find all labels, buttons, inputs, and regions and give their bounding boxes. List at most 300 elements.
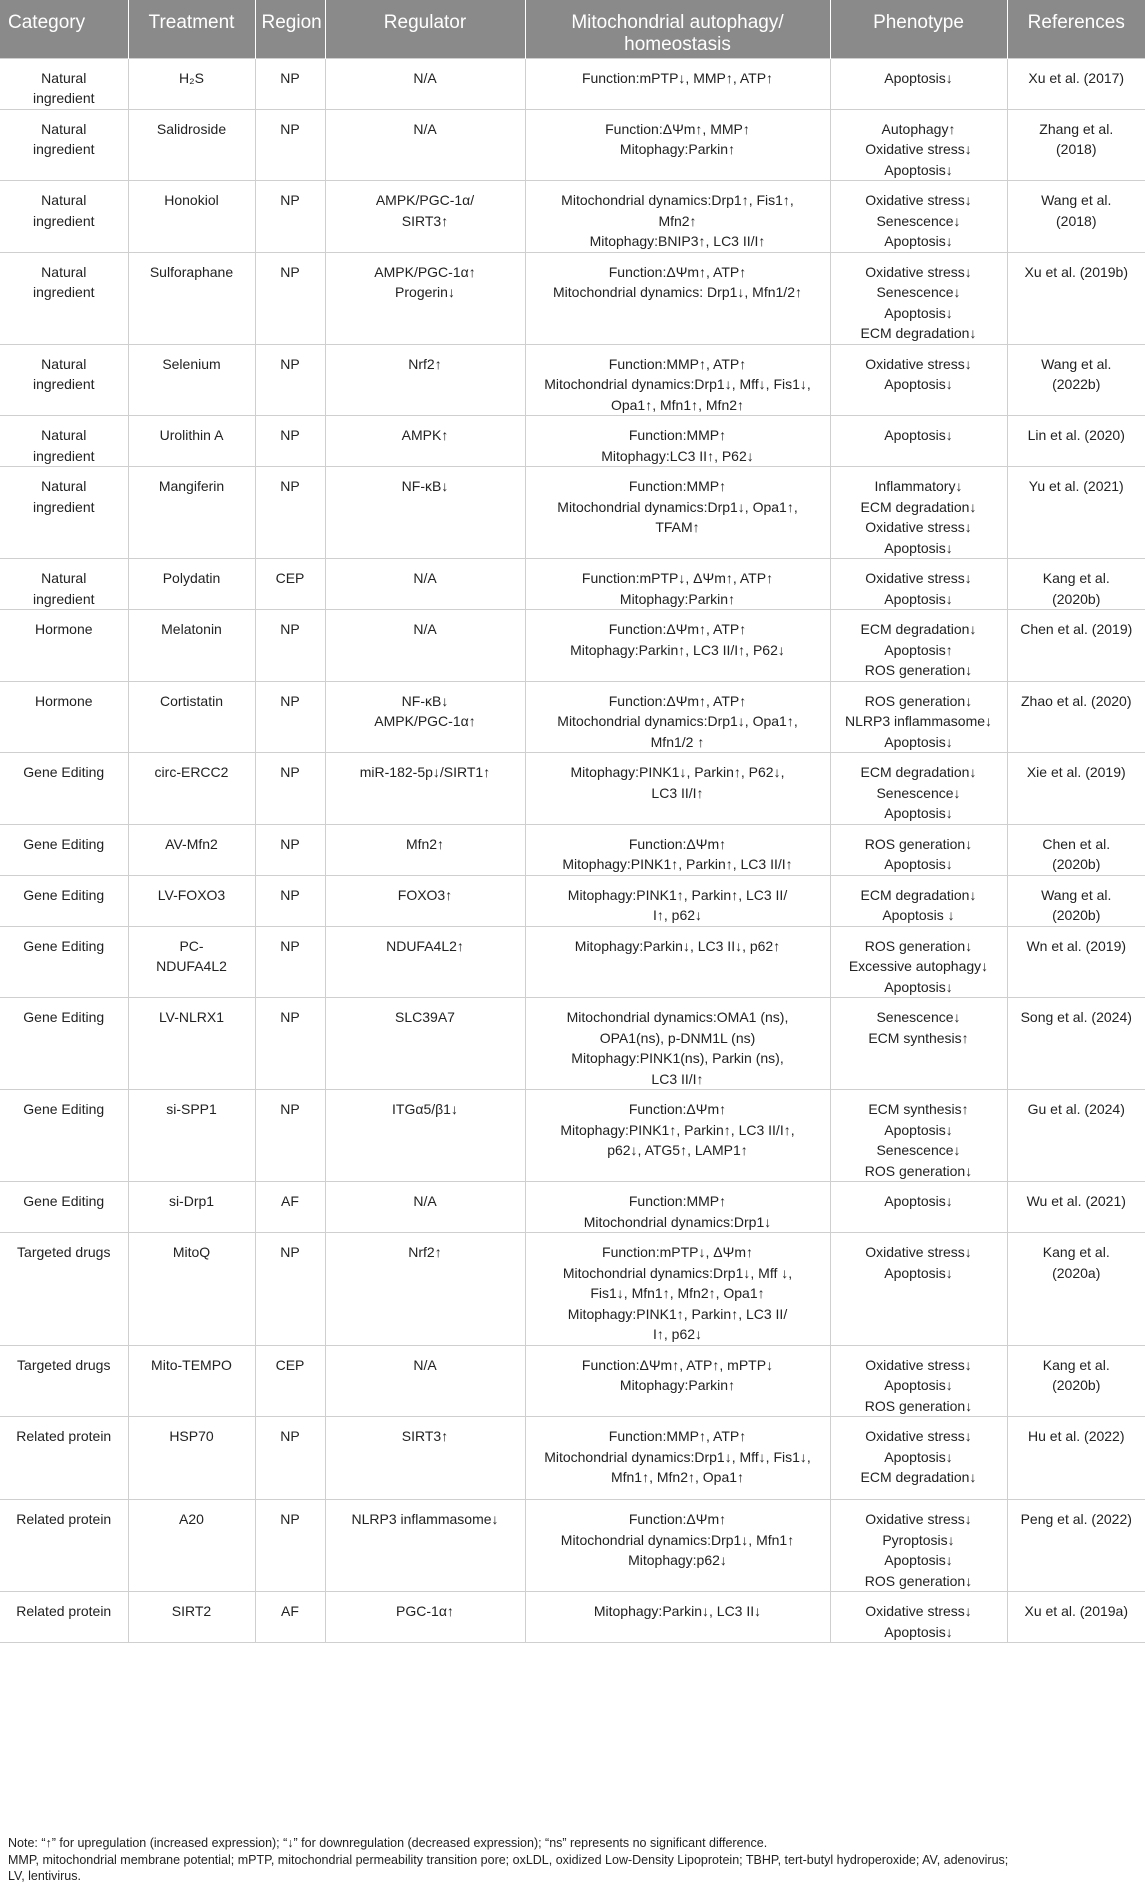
cell-line: N/A <box>413 1193 437 1209</box>
cell-line: NP <box>280 886 300 903</box>
cell-mito <box>525 416 830 467</box>
cell-category <box>0 1500 128 1592</box>
cell-line: Kang et al. <box>1042 1244 1110 1260</box>
cell-regulator <box>325 610 525 682</box>
cell-references <box>1007 467 1145 559</box>
cell-line: Hu et al. (2022) <box>1028 1428 1125 1444</box>
cell-references <box>1007 998 1145 1090</box>
cell-line: NP <box>280 478 300 494</box>
cell-line: N/A <box>413 570 437 586</box>
cell-phenotype <box>830 1233 1007 1346</box>
cell-line: I↑, p62↓ <box>652 1326 703 1342</box>
cell-line: Apoptosis↓ <box>884 1448 953 1465</box>
cell-line: AMPK/PGC-1α/ <box>375 192 475 208</box>
cell-mito <box>525 610 830 682</box>
cell-line: ingredient <box>33 284 95 300</box>
cell-references <box>1007 252 1145 344</box>
cell-references <box>1007 875 1145 926</box>
cell-line: Apoptosis↓ <box>884 1552 953 1568</box>
cell-line: ingredient <box>33 376 95 392</box>
cell-line: HSP70 <box>169 1428 214 1444</box>
header-category: Category <box>0 0 128 58</box>
cell-line: Apoptosis↓ <box>884 1264 953 1281</box>
cell-line: Chen et al. (2019) <box>1020 621 1133 637</box>
cell-region <box>255 58 325 109</box>
table-row <box>0 559 1145 610</box>
cell-mito <box>525 1345 830 1417</box>
cell-line: Xie et al. (2019) <box>1026 764 1126 780</box>
cell-region <box>255 109 325 181</box>
cell-line: Melatonin <box>161 621 222 637</box>
cell-regulator <box>325 998 525 1090</box>
cell-category <box>0 753 128 825</box>
cell-line: Wang et al. <box>1041 192 1112 208</box>
cell-phenotype <box>830 926 1007 998</box>
cell-line: Apoptosis↓ <box>884 733 953 750</box>
cell-line: Oxidative stress↓ <box>865 192 972 208</box>
cell-treatment <box>128 875 255 926</box>
cell-mito <box>525 1233 830 1346</box>
cell-line: Progerin↓ <box>395 284 455 300</box>
cell-line: NF-κB↓ <box>401 478 449 494</box>
cell-category <box>0 1345 128 1417</box>
table-row <box>0 58 1145 109</box>
cell-mito <box>525 252 830 344</box>
cell-line: Chen et al. <box>1042 835 1111 852</box>
cell-line: Mitochondrial dynamics:Drp1↓, Mff↓, Fis1↓, <box>544 1448 811 1465</box>
cell-line: Related protein <box>16 1603 112 1619</box>
cell-line: Senescence↓ <box>876 212 961 229</box>
cell-category <box>0 1417 128 1500</box>
cell-line: TFAM↑ <box>655 519 700 535</box>
cell-line: Oxidative stress↓ <box>865 1603 972 1619</box>
cell-phenotype <box>830 467 1007 559</box>
cell-phenotype <box>830 344 1007 416</box>
cell-regulator <box>325 926 525 998</box>
cell-line: NP <box>280 1101 300 1117</box>
cell-line: Natural <box>41 478 87 494</box>
cell-regulator <box>325 1345 525 1417</box>
cell-line: Mfn2↑ <box>658 212 697 229</box>
cell-category <box>0 1233 128 1346</box>
cell-line: ingredient <box>33 498 95 515</box>
cell-line: Mitophagy:Parkin↑ <box>619 1377 736 1393</box>
cell-category <box>0 252 128 344</box>
header-phenotype: Phenotype <box>830 0 1007 58</box>
cell-regulator <box>325 58 525 109</box>
cell-line: ECM degradation↓ <box>860 886 977 903</box>
cell-phenotype <box>830 610 1007 682</box>
table-notes <box>8 1835 1138 1885</box>
cell-line: Function:ΔΨm↑, ATP↑ <box>608 621 747 637</box>
cell-regulator <box>325 109 525 181</box>
cell-line: Wang et al. <box>1041 886 1112 903</box>
cell-regulator <box>325 1090 525 1182</box>
cell-line: Mfn1/2 ↑ <box>650 733 705 750</box>
cell-line: N/A <box>413 621 437 637</box>
cell-phenotype <box>830 1592 1007 1643</box>
cell-line: NP <box>280 692 300 709</box>
cell-line: miR-182-5p↓/SIRT1↑ <box>359 764 491 780</box>
cell-line: NP <box>280 764 300 780</box>
cell-category <box>0 58 128 109</box>
cell-regulator <box>325 344 525 416</box>
cell-line: Senescence↓ <box>876 784 961 801</box>
cell-mito <box>525 109 830 181</box>
cell-category <box>0 344 128 416</box>
cell-region <box>255 1182 325 1233</box>
cell-line: Zhao et al. (2020) <box>1020 692 1132 709</box>
cell-line: Function:MMP↑ <box>628 427 727 443</box>
cell-line: LC3 II/I↑ <box>651 1070 704 1087</box>
cell-regulator <box>325 467 525 559</box>
cell-line: Oxidative stress↓ <box>865 263 972 280</box>
cell-line: Mitophagy:Parkin↓, LC3 II↓, p62↑ <box>574 937 781 954</box>
cell-line: (2018) <box>1056 141 1097 157</box>
cell-line: Kang et al. <box>1042 1356 1110 1373</box>
cell-line: ingredient <box>33 590 95 607</box>
cell-phenotype <box>830 824 1007 875</box>
cell-phenotype <box>830 109 1007 181</box>
cell-line: Gene Editing <box>23 1101 105 1117</box>
cell-line: SIRT2 <box>171 1603 212 1619</box>
table-row <box>0 416 1145 467</box>
cell-line: A20 <box>179 1511 204 1527</box>
cell-line: Mitophagy:PINK1↓, Parkin↑, P62↓, <box>570 764 785 780</box>
cell-regulator <box>325 1592 525 1643</box>
cell-category <box>0 1090 128 1182</box>
cell-line: NDUFA4L2↑ <box>386 937 464 954</box>
cell-line: NP <box>280 1009 300 1025</box>
table-row <box>0 1417 1145 1500</box>
cell-line: Apoptosis↓ <box>884 590 953 607</box>
cell-line: (2020b) <box>1052 590 1101 607</box>
cell-line: Natural <box>41 355 87 372</box>
cell-line: H₂S <box>179 69 204 86</box>
cell-mito <box>525 181 830 253</box>
cell-line: Function:MMP↑ <box>628 478 727 494</box>
cell-line: Mitophagy:Parkin↑ <box>619 590 736 607</box>
cell-line: ECM degradation↓ <box>860 1469 977 1485</box>
cell-line: ROS generation↓ <box>864 937 973 954</box>
cell-line: Mitophagy:PINK1↑, Parkin↑, LC3 II/I↑, <box>560 1121 795 1138</box>
cell-references <box>1007 1090 1145 1182</box>
cell-line: Function:ΔΨm↑ <box>628 1511 727 1527</box>
cell-line: NP <box>280 355 300 372</box>
cell-category <box>0 1182 128 1233</box>
table-row <box>0 681 1145 753</box>
cell-line: AMPK/PGC-1α↑ <box>374 713 476 729</box>
table-row <box>0 926 1145 998</box>
cell-line: Hormone <box>34 621 93 637</box>
cell-line: N/A <box>413 69 437 86</box>
cell-line: Targeted drugs <box>17 1244 111 1260</box>
cell-mito <box>525 998 830 1090</box>
cell-line: Apoptosis↑ <box>884 641 953 658</box>
cell-line: Peng et al. (2022) <box>1020 1511 1132 1527</box>
cell-line: ROS generation↓ <box>864 835 973 852</box>
cell-line: (2020b) <box>1052 856 1101 872</box>
cell-references <box>1007 610 1145 682</box>
cell-line: NP <box>280 427 300 443</box>
cell-line: NP <box>280 1428 300 1444</box>
cell-line: Mitophagy:PINK1↑, Parkin↑, LC3 II/I↑ <box>562 856 793 872</box>
cell-regulator <box>325 181 525 253</box>
cell-line: LC3 II/I↑ <box>651 784 704 801</box>
cell-line: Apoptosis↓ <box>884 1377 953 1393</box>
table-row <box>0 1500 1145 1592</box>
cell-line: (2022b) <box>1052 376 1101 392</box>
header-references: References <box>1007 0 1145 58</box>
cell-line: Function:ΔΨm↑, ATP↑ <box>608 263 747 280</box>
cell-line: AF <box>281 1193 299 1209</box>
cell-regulator <box>325 753 525 825</box>
cell-region <box>255 1345 325 1417</box>
cell-category <box>0 559 128 610</box>
cell-mito <box>525 58 830 109</box>
cell-region <box>255 875 325 926</box>
cell-treatment <box>128 1182 255 1233</box>
cell-line: Wn et al. (2019) <box>1026 937 1127 954</box>
cell-references <box>1007 1345 1145 1417</box>
cell-line: NF-κB↓ <box>401 692 449 709</box>
cell-treatment <box>128 416 255 467</box>
cell-line: OPA1(ns), p-DNM1L (ns) <box>599 1029 756 1046</box>
cell-phenotype <box>830 181 1007 253</box>
cell-line: Oxidative stress↓ <box>865 1428 972 1444</box>
cell-line: si-SPP1 <box>166 1101 217 1117</box>
cell-line: ingredient <box>33 141 95 157</box>
cell-line: Autophagy↑ <box>881 120 956 137</box>
cell-mito <box>525 1592 830 1643</box>
cell-line: Function:MMP↑ <box>628 1193 727 1209</box>
cell-region <box>255 1592 325 1643</box>
cell-line: Mitochondrial dynamics:Drp1↓, Opa1↑, <box>557 713 798 729</box>
cell-line: Function:ΔΨm↑ <box>628 835 727 852</box>
cell-line: Song et al. (2024) <box>1020 1009 1132 1025</box>
cell-line: Natural <box>41 263 87 280</box>
cell-region <box>255 416 325 467</box>
cell-line: Function:mPTP↓, ΔΨm↑ <box>602 1244 753 1260</box>
cell-treatment <box>128 1233 255 1346</box>
cell-references <box>1007 1592 1145 1643</box>
cell-line: Mitophagy:p62↓ <box>628 1552 727 1568</box>
cell-treatment <box>128 1090 255 1182</box>
table-row <box>0 875 1145 926</box>
cell-line: N/A <box>413 1356 437 1373</box>
cell-line: (2020b) <box>1052 907 1101 923</box>
cell-category <box>0 467 128 559</box>
table-row <box>0 252 1145 344</box>
cell-line: Hormone <box>34 692 93 709</box>
cell-treatment <box>128 467 255 559</box>
table-row <box>0 1182 1145 1233</box>
cell-references <box>1007 1182 1145 1233</box>
header-mito <box>525 0 830 58</box>
header-treatment: Treatment <box>128 0 255 58</box>
cell-category <box>0 416 128 467</box>
cell-line: Mitophagy:Parkin↑, LC3 II/I↑, P62↓ <box>570 641 785 658</box>
cell-line: Fis1↓, Mfn1↑, Mfn2↑, Opa1↑ <box>590 1285 765 1301</box>
cell-line: ECM synthesis↑ <box>868 1029 969 1046</box>
cell-region <box>255 753 325 825</box>
cell-line: Senescence↓ <box>876 284 961 300</box>
cell-references <box>1007 559 1145 610</box>
cell-line: Opa1↑, Mfn1↑, Mfn2↑ <box>610 396 745 413</box>
cell-line: Apoptosis↓ <box>884 856 953 872</box>
cell-mito <box>525 681 830 753</box>
cell-phenotype <box>830 58 1007 109</box>
table-row <box>0 998 1145 1090</box>
cell-line: ROS generation↓ <box>864 1397 973 1414</box>
note-line: Note: “↑” for upregulation (increased expression); “↓” for downregulation (decreased expression); “ns” represents no significant difference. <box>8 1836 768 1850</box>
cell-region <box>255 610 325 682</box>
cell-regulator <box>325 1500 525 1592</box>
cell-phenotype <box>830 1345 1007 1417</box>
cell-treatment <box>128 252 255 344</box>
cell-line: Oxidative stress↓ <box>865 355 972 372</box>
cell-line: Senescence↓ <box>876 1009 961 1025</box>
cell-line: Pyroptosis↓ <box>882 1531 955 1548</box>
cell-references <box>1007 344 1145 416</box>
table-body <box>0 58 1145 1643</box>
cell-line: Oxidative stress↓ <box>865 1356 972 1373</box>
cell-regulator <box>325 824 525 875</box>
cell-line: Mitochondrial dynamics:Drp1↓, Mff ↓, <box>562 1264 793 1281</box>
cell-line: ECM synthesis↑ <box>868 1101 969 1117</box>
cell-line: FOXO3↑ <box>397 886 453 903</box>
cell-line: Sulforaphane <box>149 263 234 280</box>
cell-line: AMPK↑ <box>401 427 449 443</box>
cell-mito <box>525 467 830 559</box>
cell-line: Apoptosis↓ <box>884 427 953 443</box>
cell-line: (2020b) <box>1052 1377 1101 1393</box>
cell-line: PC- <box>179 937 204 954</box>
cell-line: NP <box>280 192 300 208</box>
cell-line: Lin et al. (2020) <box>1027 427 1125 443</box>
cell-region <box>255 926 325 998</box>
header-mito-line: Mitochondrial autophagy/ <box>571 12 784 33</box>
cell-line: SIRT3↑ <box>401 212 449 229</box>
cell-mito <box>525 344 830 416</box>
cell-phenotype <box>830 416 1007 467</box>
cell-references <box>1007 753 1145 825</box>
cell-line: Mitophagy:BNIP3↑, LC3 II/I↑ <box>589 233 766 249</box>
cell-region <box>255 467 325 559</box>
cell-line: Natural <box>41 570 87 586</box>
cell-category <box>0 1592 128 1643</box>
cell-line: Nrf2↑ <box>408 1244 442 1260</box>
cell-regulator <box>325 875 525 926</box>
table-row <box>0 344 1145 416</box>
cell-mito <box>525 926 830 998</box>
cell-line: Mitochondrial dynamics:Drp1↓ <box>583 1213 772 1230</box>
cell-line: Excessive autophagy↓ <box>848 958 989 974</box>
cell-line: Mitophagy:Parkin↑ <box>619 141 736 157</box>
cell-line: ingredient <box>33 212 95 229</box>
cell-references <box>1007 681 1145 753</box>
cell-mito <box>525 824 830 875</box>
cell-line: NLRP3 inflammasome↓ <box>351 1511 499 1527</box>
cell-line: NP <box>280 621 300 637</box>
cell-line: ingredient <box>33 90 95 106</box>
cell-treatment <box>128 681 255 753</box>
table-row <box>0 824 1145 875</box>
cell-line: Cortistatin <box>159 692 224 709</box>
cell-references <box>1007 926 1145 998</box>
cell-category <box>0 998 128 1090</box>
cell-line: AV-Mfn2 <box>165 835 218 852</box>
cell-category <box>0 610 128 682</box>
cell-line: Gene Editing <box>23 764 105 780</box>
cell-treatment <box>128 58 255 109</box>
cell-category <box>0 875 128 926</box>
cell-references <box>1007 109 1145 181</box>
cell-line: Mito-TEMPO <box>151 1356 232 1373</box>
cell-line: Natural <box>41 427 87 443</box>
cell-mito <box>525 1182 830 1233</box>
cell-phenotype <box>830 1500 1007 1592</box>
cell-region <box>255 559 325 610</box>
cell-line: Mitophagy:PINK1↑, Parkin↑, LC3 II/ <box>567 1305 788 1322</box>
header-mito-line: homeostasis <box>624 34 731 55</box>
cell-category <box>0 824 128 875</box>
cell-line: Apoptosis↓ <box>884 304 953 321</box>
cell-line: Natural <box>41 192 87 208</box>
cell-region <box>255 344 325 416</box>
cell-treatment <box>128 559 255 610</box>
cell-line: Oxidative stress↓ <box>865 570 972 586</box>
cell-line: Selenium <box>162 355 221 372</box>
cell-line: (2018) <box>1056 212 1097 229</box>
cell-line: Salidroside <box>156 120 227 137</box>
cell-line: Gene Editing <box>23 1193 105 1209</box>
cell-line: Oxidative stress↓ <box>865 519 972 535</box>
cell-line: Function:ΔΨm↑ <box>628 1101 727 1117</box>
cell-treatment <box>128 1345 255 1417</box>
cell-treatment <box>128 181 255 253</box>
cell-category <box>0 109 128 181</box>
cell-line: Mitochondrial dynamics:Drp1↑, Fis1↑, <box>561 192 794 208</box>
cell-line: MitoQ <box>172 1244 211 1260</box>
cell-line: Related protein <box>16 1511 112 1527</box>
cell-line: ITGα5/β1↓ <box>392 1101 458 1117</box>
cell-line: Apoptosis↓ <box>884 978 953 995</box>
cell-phenotype <box>830 875 1007 926</box>
table-row <box>0 181 1145 253</box>
cell-line: Function:ΔΨm↑, MMP↑ <box>605 120 750 137</box>
cell-region <box>255 824 325 875</box>
cell-line: circ-ERCC2 <box>154 764 229 780</box>
table-row <box>0 1345 1145 1417</box>
cell-line: Honokiol <box>164 192 219 208</box>
cell-phenotype <box>830 1090 1007 1182</box>
cell-line: Mitophagy:PINK1(ns), Parkin (ns), <box>571 1050 784 1066</box>
cell-line: ECM degradation↓ <box>860 764 977 780</box>
cell-line: Function:mPTP↓, MMP↑, ATP↑ <box>581 69 774 86</box>
cell-phenotype <box>830 998 1007 1090</box>
cell-line: Gene Editing <box>23 886 105 903</box>
cell-line: Function:MMP↑, ATP↑ <box>608 1428 747 1444</box>
cell-line: Apoptosis↓ <box>884 1193 953 1209</box>
cell-line: NP <box>280 263 300 280</box>
cell-line: Kang et al. <box>1042 570 1110 586</box>
cell-phenotype <box>830 1182 1007 1233</box>
cell-line: Mitophagy:Parkin↓, LC3 II↓ <box>593 1603 762 1619</box>
cell-line: I↑, p62↓ <box>652 907 703 923</box>
cell-line: Targeted drugs <box>17 1356 111 1373</box>
cell-references <box>1007 58 1145 109</box>
